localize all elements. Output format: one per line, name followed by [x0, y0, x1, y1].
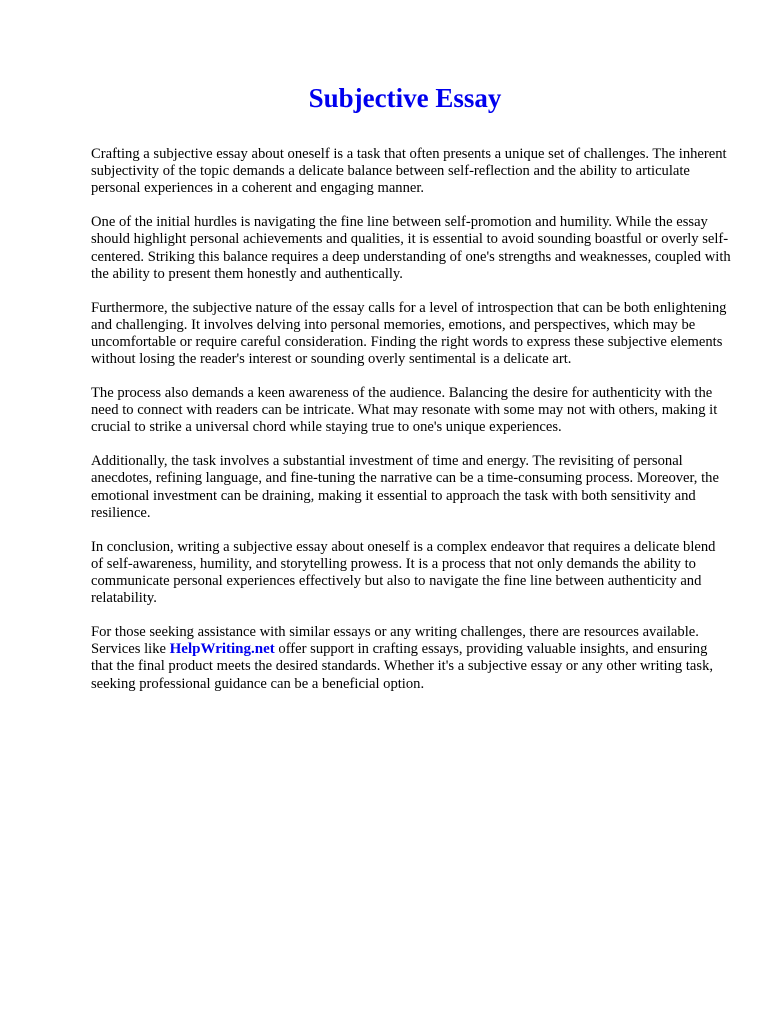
paragraph-5: Additionally, the task involves a substantial investment of time and energy. The revisiting of personal anecdotes, refining language, and fine-tuning the narrative can be a time-consuming process. Moreover, the emotional investment can be draining, making it essential to approach the task with both sensitivity and resilience.	[91, 453, 719, 521]
paragraph-1: Crafting a subjective essay about oneself is a task that often presents a unique set of challenges. The inherent subjectivity of the topic demands a delicate balance between self-reflection and the ability to articulate personal experiences in a coherent and engaging manner.	[91, 146, 727, 197]
paragraph-7	[91, 624, 731, 693]
paragraph-7-text-after-link: offer support in crafting essays, providing valuable insights, and ensuring that the final product meets the desired standards. Whether it's a subjective essay or any other writing task, seeking professional guidance can be a beneficial option.	[91, 641, 714, 692]
paragraph-2: One of the initial hurdles is navigating the fine line between self-promotion and humility. While the essay should highlight personal achievements and qualities, it is essential to avoid sounding boastful or overly self-centered. Striking this balance requires a deep understanding of one's strengths and weaknesses, coupled with the ability to present them honestly and authentically.	[91, 214, 731, 282]
paragraph-7-text-before-link: For those seeking assistance with similar essays or any writing challenges, there are resources available. Services like	[91, 624, 699, 658]
document-title: Subjective Essay	[308, 83, 502, 113]
paragraph-6: In conclusion, writing a subjective essay about oneself is a complex endeavor that requires a delicate blend of self-awareness, humility, and storytelling prowess. It is a process that not only demands the ability to communicate personal experiences effectively but also to navigate the fine line between authenticity and relatability.	[91, 538, 716, 607]
paragraph-4: The process also demands a keen awareness of the audience. Balancing the desire for authenticity with the need to connect with readers can be intricate. What may resonate with some may not with others, making it crucial to strike a universal chord while staying true to one's unique experiences.	[91, 385, 718, 436]
helpwriting-link[interactable]: HelpWriting.net	[169, 641, 275, 658]
paragraph-3: Furthermore, the subjective nature of the essay calls for a level of introspection that can be both enlightening and challenging. It involves delving into personal memories, emotions, and perspectives, which may be uncomfortable or require careful consideration. Finding the right words to express these subjective elements without losing the reader's interest or sounding overly sentimental is a delicate art.	[91, 299, 727, 368]
document-body	[91, 146, 731, 709]
